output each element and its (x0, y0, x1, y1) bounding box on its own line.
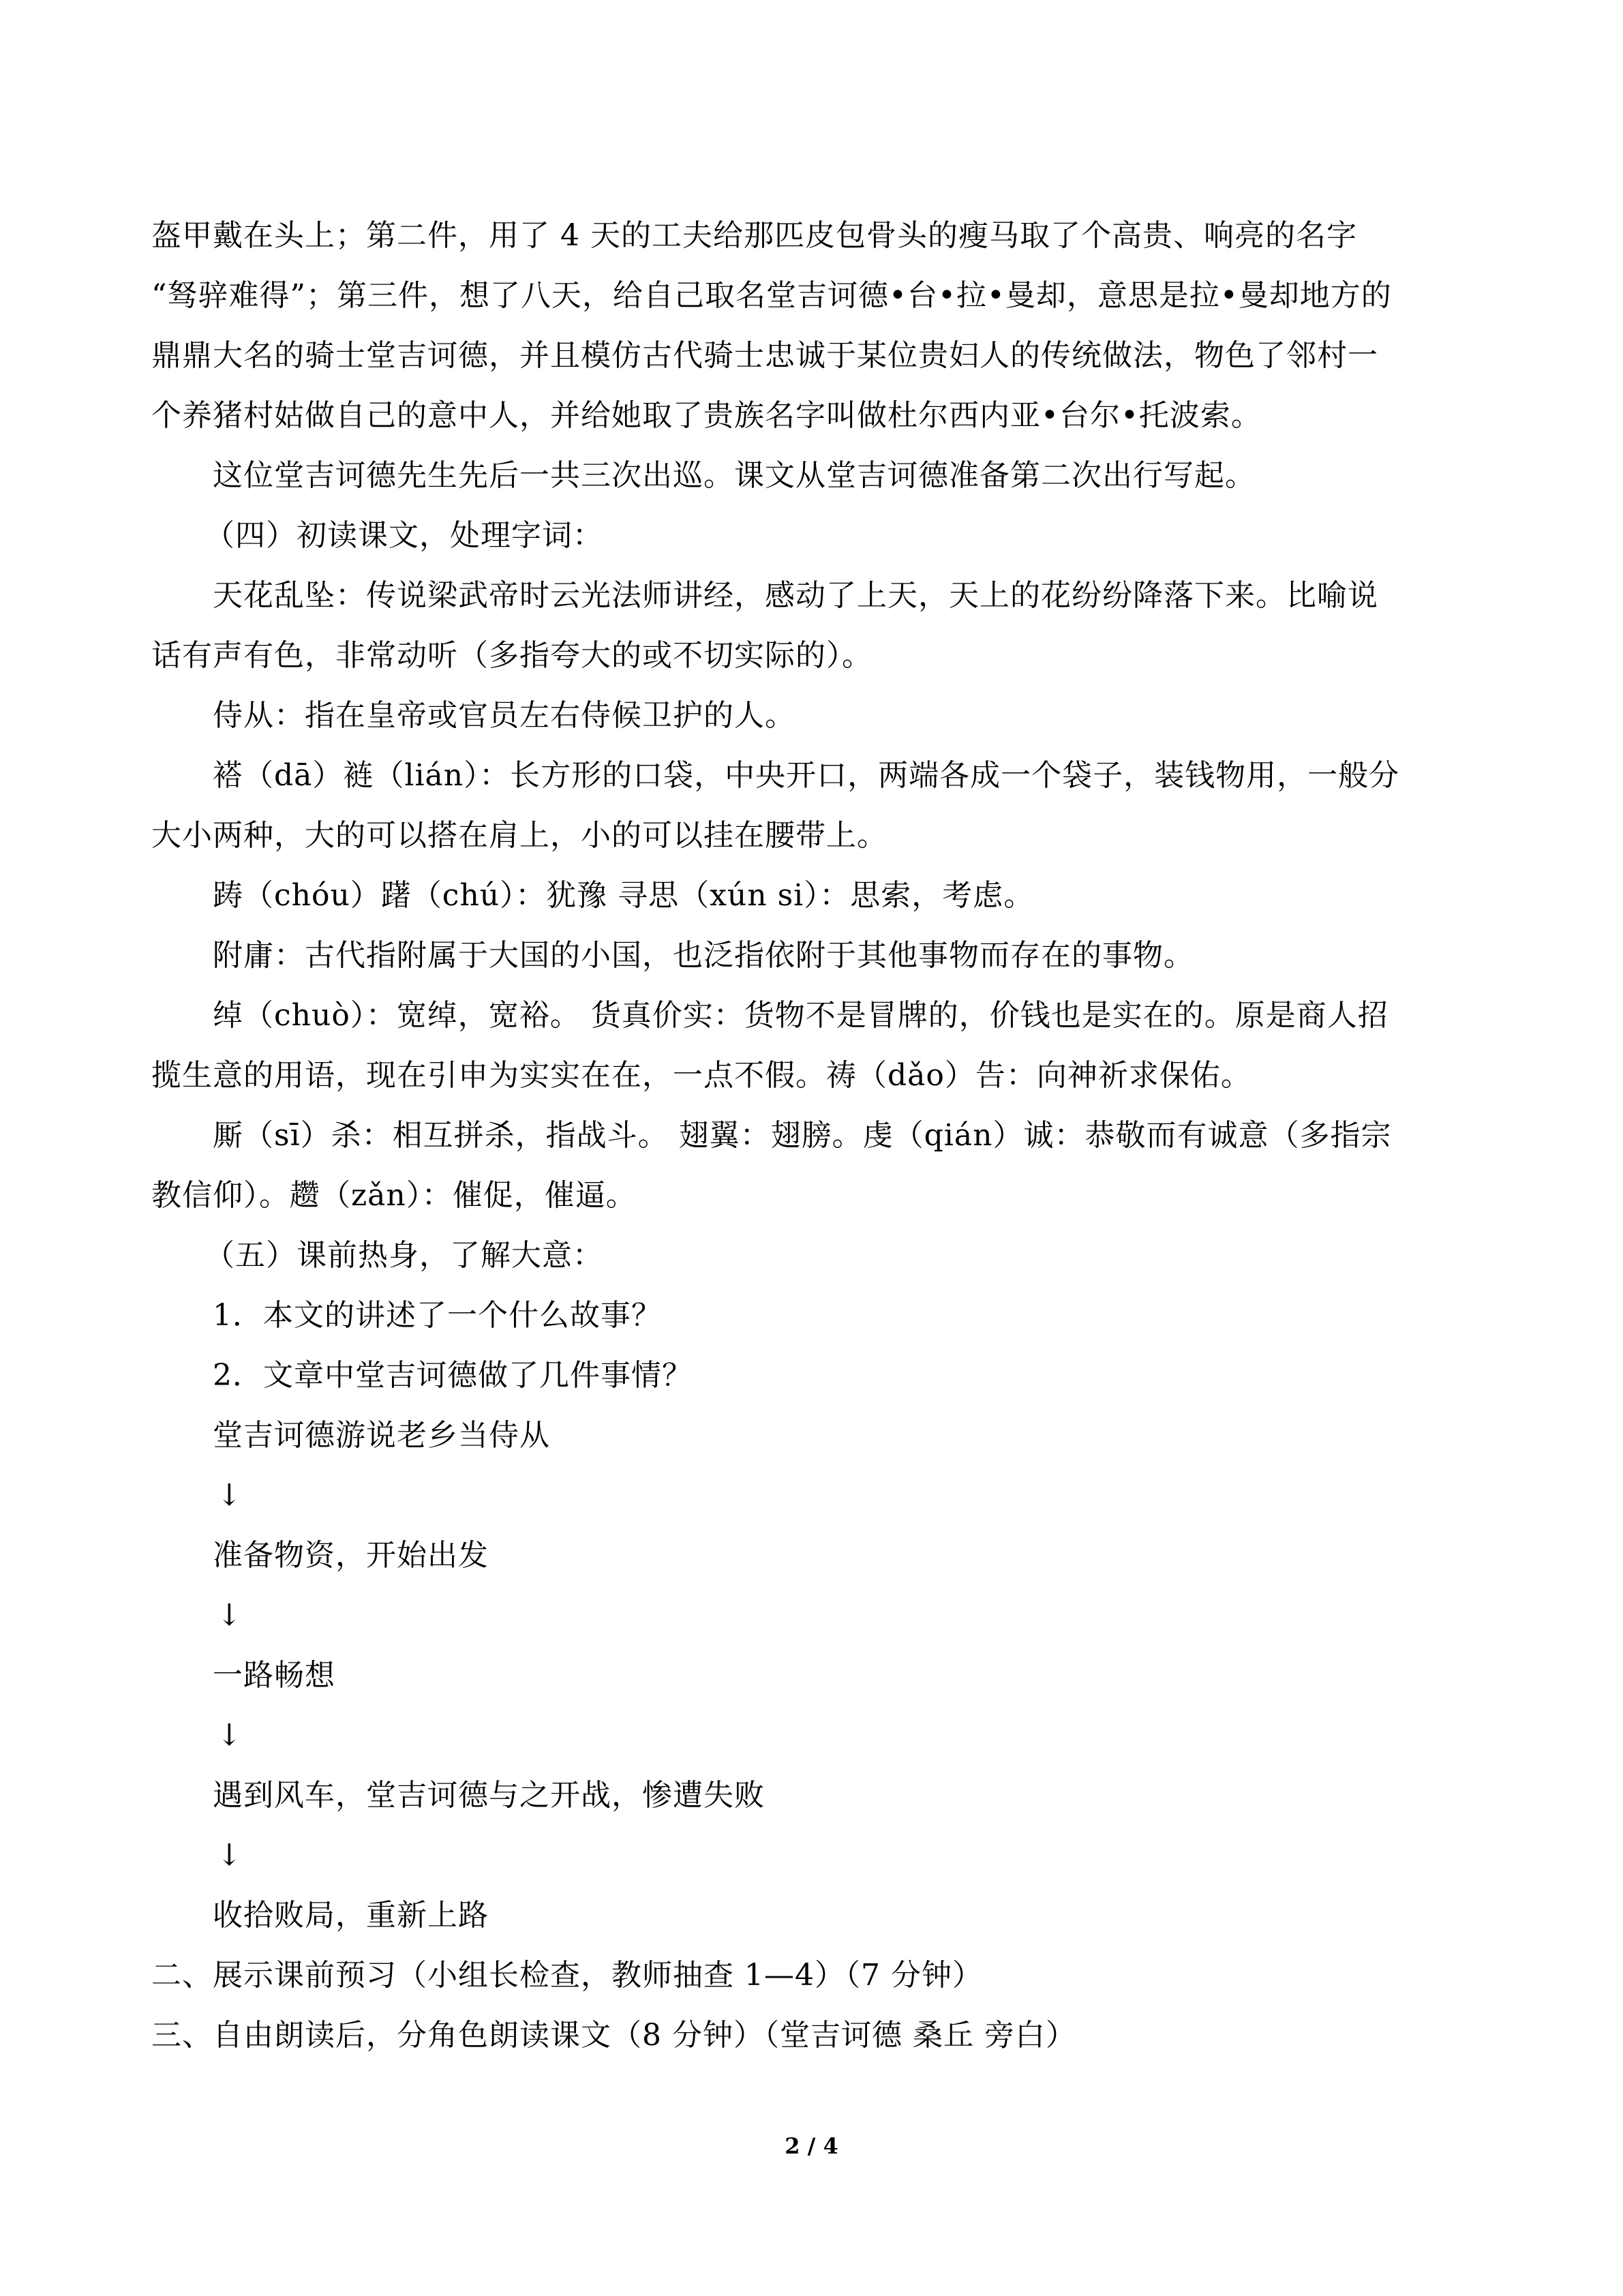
paragraph-line: 鼎鼎大名的骑士堂吉诃德，并且模仿古代骑士忠诚于某位贵妇人的传统做法，物色了邻村一 (151, 338, 1378, 373)
vocab-entry: 天花乱坠：传说梁武帝时云光法师讲经，感动了上天，天上的花纷纷降落下来。比喻说 (213, 578, 1378, 613)
vocab-entry: 厮（sī）杀：相互拼杀，指战斗。 翅翼：翅膀。虔（qián）诚：恭敬而有诚意（多指宗 (213, 1118, 1392, 1153)
paragraph-line: 这位堂吉诃德先生先后一共三次出巡。课文从堂吉诃德准备第二次出行写起。 (213, 458, 1256, 493)
vocab-entry: 教信仰）。趱（zǎn）：催促，催逼。 (151, 1178, 637, 1213)
down-arrow-icon: ↓ (217, 1478, 242, 1513)
section-heading: 二、展示课前预习（小组长检查，教师抽查 1—4）（7 分钟） (151, 1958, 983, 1993)
subsection-heading: （五）课前热身，了解大意： (204, 1238, 603, 1273)
paragraph-line: “驽骍难得”；第三件，想了八天，给自己取名堂吉诃德•台•拉•曼却，意思是拉•曼却地方的 (151, 278, 1392, 313)
page-number: 2 / 4 (785, 2133, 838, 2159)
down-arrow-icon: ↓ (217, 1598, 242, 1633)
vocab-entry: 褡（dā）裢（lián）：长方形的口袋，中央开口，两端各成一个袋子，装钱物用，一般分 (213, 758, 1400, 793)
section-heading: 三、自由朗读后，分角色朗读课文（8 分钟）（堂吉诃德 桑丘 旁白） (151, 2018, 1076, 2053)
flow-step: 准备物资，开始出发 (213, 1538, 489, 1573)
paragraph-line: 盔甲戴在头上；第二件，用了 4 天的工夫给那匹皮包骨头的瘦马取了个高贵、响亮的名字 (151, 218, 1357, 253)
down-arrow-icon: ↓ (217, 1718, 242, 1753)
flow-step: 收拾败局，重新上路 (213, 1898, 489, 1933)
question-item: 2．文章中堂吉诃德做了几件事情？ (213, 1358, 693, 1393)
vocab-entry: 绰（chuò）：宽绰，宽裕。 货真价实：货物不是冒牌的，价钱也是实在的。原是商人招 (213, 998, 1389, 1033)
vocab-entry: 大小两种，大的可以搭在肩上，小的可以挂在腰带上。 (151, 818, 888, 853)
paragraph-line: 个养猪村姑做自己的意中人，并给她取了贵族名字叫做杜尔西内亚•台尔•托波索。 (151, 398, 1262, 433)
vocab-entry: 话有声有色，非常动听（多指夸大的或不切实际的）。 (151, 638, 873, 673)
vocab-entry: 附庸：古代指附属于大国的小国，也泛指依附于其他事物而存在的事物。 (213, 938, 1194, 973)
vocab-entry: 踌（chóu）躇（chú）：犹豫 寻思（xún si）：思索，考虑。 (213, 878, 1035, 913)
vocab-entry: 侍从：指在皇帝或官员左右侍候卫护的人。 (213, 698, 795, 733)
flow-step: 遇到风车，堂吉诃德与之开战，惨遭失败 (213, 1778, 765, 1813)
down-arrow-icon: ↓ (217, 1838, 242, 1873)
question-item: 1．本文的讲述了一个什么故事？ (213, 1298, 662, 1333)
flow-step: 堂吉诃德游说老乡当侍从 (213, 1418, 550, 1453)
subsection-heading: （四）初读课文，处理字词： (204, 518, 603, 553)
flow-step: 一路畅想 (213, 1658, 335, 1693)
vocab-entry: 揽生意的用语，现在引申为实实在在，一点不假。祷（dǎo）告：向神祈求保佑。 (151, 1058, 1252, 1093)
